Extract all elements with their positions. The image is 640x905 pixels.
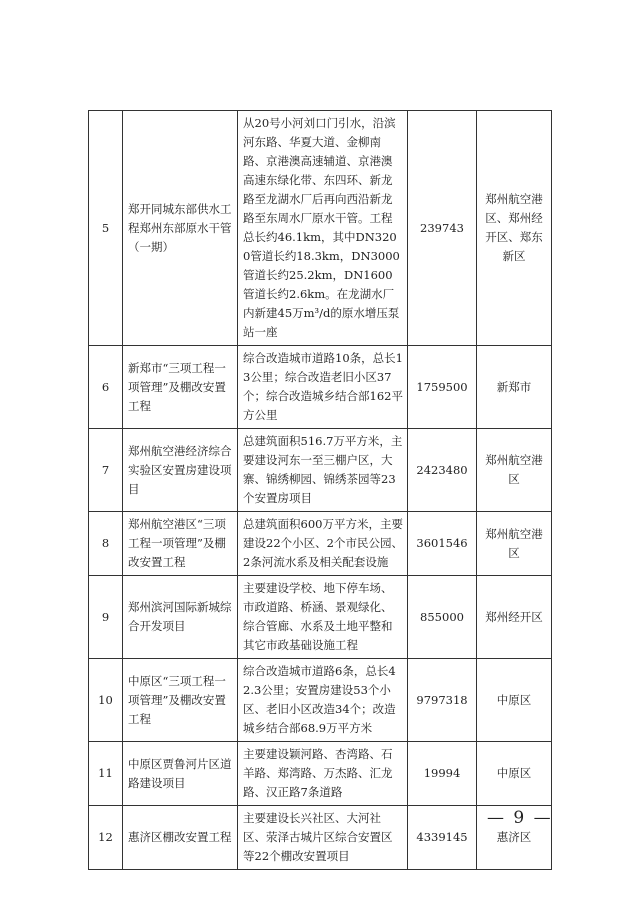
project-name: 中原区贾鲁河片区道路建设项目 — [123, 742, 238, 806]
row-number: 10 — [89, 659, 123, 742]
table-row — [89, 742, 552, 806]
row-number: 5 — [89, 111, 123, 346]
project-location: 惠济区 — [477, 806, 552, 870]
project-name: 中原区“三项工程一项管理”及棚改安置工程 — [123, 659, 238, 742]
project-investment: 855000 — [408, 576, 477, 659]
project-table-container — [88, 110, 551, 870]
project-location: 郑州航空港区 — [477, 512, 552, 576]
table-row — [89, 429, 552, 512]
project-name: 郑州航空港经济综合实验区安置房建设项目 — [123, 429, 238, 512]
project-content: 总建筑面积600万平方米，主要建设22个小区、2个市民公园、2条河流水系及相关配套设施 — [238, 512, 408, 576]
project-investment: 9797318 — [408, 659, 477, 742]
project-location: 郑州航空港区、郑州经开区、郑东新区 — [477, 111, 552, 346]
project-location: 新郑市 — [477, 346, 552, 429]
project-content: 主要建设长兴社区、大河社区、荥泽古城片区综合安置区等22个棚改安置项目 — [238, 806, 408, 870]
project-investment: 19994 — [408, 742, 477, 806]
row-number: 9 — [89, 576, 123, 659]
row-number: 11 — [89, 742, 123, 806]
table-row — [89, 576, 552, 659]
row-number: 12 — [89, 806, 123, 870]
project-investment: 2423480 — [408, 429, 477, 512]
project-name: 郑开同城东部供水工程郑州东部原水干管（一期） — [123, 111, 238, 346]
table-row — [89, 659, 552, 742]
project-content: 主要建设学校、地下停车场、市政道路、桥涵、景观绿化、综合管廊、水系及土地平整和其它市政基础设施工程 — [238, 576, 408, 659]
project-content: 总建筑面积516.7万平方米，主要建设河东一至三棚户区，大寨、锦绣柳园、锦绣茶园等23个安置房项目 — [238, 429, 408, 512]
row-number: 6 — [89, 346, 123, 429]
project-investment: 3601546 — [408, 512, 477, 576]
project-content: 从20号小河刘口门引水，沿滨河东路、华夏大道、金柳南路、京港澳高速辅道、京港澳高速东绿化带、东四环、新龙路至龙湖水厂后再向西沿新龙路至东周水厂原水干管。工程总长约46.1km，其中DN3200管道长约18.3km，DN3000管道长约25.2km，DN1600管道长约2.6km。在龙湖水厂内新建45万m³/d的原水增压泵站一座 — [238, 111, 408, 346]
project-location: 郑州航空港区 — [477, 429, 552, 512]
project-content: 综合改造城市道路10条，总长13公里；综合改造老旧小区37个；综合改造城乡结合部162平方公里 — [238, 346, 408, 429]
project-name: 新郑市“三项工程一项管理”及棚改安置工程 — [123, 346, 238, 429]
table-row — [89, 512, 552, 576]
project-content: 综合改造城市道路6条，总长42.3公里；安置房建设53个小区、老旧小区改造34个；改造城乡结合部68.9万平方米 — [238, 659, 408, 742]
row-number: 7 — [89, 429, 123, 512]
project-location: 中原区 — [477, 742, 552, 806]
project-name: 郑州航空港区“三项工程一项管理”及棚改安置工程 — [123, 512, 238, 576]
project-name: 郑州滨河国际新城综合开发项目 — [123, 576, 238, 659]
table-row — [89, 346, 552, 429]
table-row — [89, 111, 552, 346]
project-content: 主要建设颖河路、杏湾路、石羊路、郑湾路、万杰路、汇龙路、汉正路7条道路 — [238, 742, 408, 806]
project-investment: 1759500 — [408, 346, 477, 429]
project-location: 郑州经开区 — [477, 576, 552, 659]
table-row — [89, 806, 552, 870]
project-name: 惠济区棚改安置工程 — [123, 806, 238, 870]
project-investment: 239743 — [408, 111, 477, 346]
page-number: — 9 — — [487, 808, 553, 828]
row-number: 8 — [89, 512, 123, 576]
project-investment: 4339145 — [408, 806, 477, 870]
project-location: 中原区 — [477, 659, 552, 742]
project-table — [88, 110, 552, 870]
